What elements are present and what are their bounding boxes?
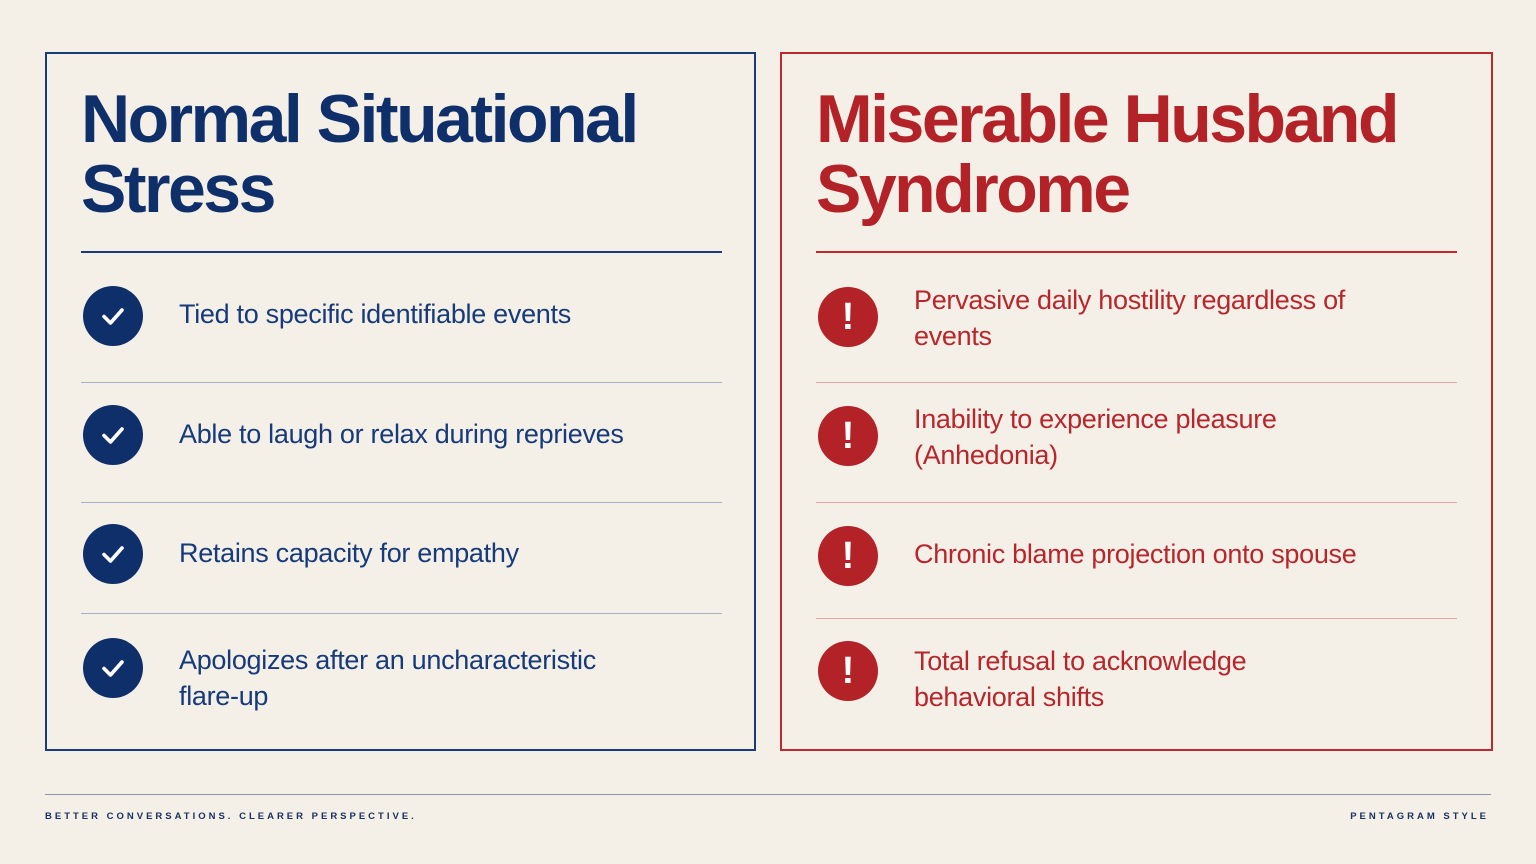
exclamation-icon: ! xyxy=(818,641,878,701)
list-item xyxy=(816,406,1457,486)
item-text: Chronic blame projection onto spouse xyxy=(914,539,1357,569)
item-divider xyxy=(81,502,722,503)
check-icon xyxy=(83,405,143,465)
item-text: Able to laugh or relax during reprieves xyxy=(179,419,624,449)
footer-tagline: BETTER CONVERSATIONS. CLEARER PERSPECTIVE. xyxy=(45,811,417,822)
item-text: Inability to experience pleasure (Anhedonia) xyxy=(914,404,1277,470)
list-item xyxy=(81,638,722,718)
footer-credit: PENTAGRAM STYLE xyxy=(1350,811,1489,822)
check-icon xyxy=(83,524,143,584)
list-item xyxy=(81,524,722,584)
item-text: Tied to specific identifiable events xyxy=(179,299,571,329)
item-text: Total refusal to acknowledge behavioral shifts xyxy=(914,646,1247,712)
title-divider xyxy=(816,251,1457,253)
miserable-husband-panel xyxy=(780,52,1493,751)
exclamation-icon: ! xyxy=(818,406,878,466)
item-divider xyxy=(816,618,1457,619)
item-divider xyxy=(816,382,1457,383)
item-divider xyxy=(816,502,1457,503)
list-item xyxy=(81,405,722,465)
list-item xyxy=(81,286,722,346)
exclamation-icon: ! xyxy=(818,287,878,347)
item-divider xyxy=(81,613,722,614)
list-item xyxy=(816,526,1457,586)
item-text: Retains capacity for empathy xyxy=(179,538,519,568)
panel-title: Miserable Husband Syndrome xyxy=(816,81,1397,227)
check-icon xyxy=(83,638,143,698)
exclamation-icon: ! xyxy=(818,526,878,586)
title-divider xyxy=(81,251,722,253)
footer-divider xyxy=(45,794,1491,795)
item-text: Apologizes after an uncharacteristic flare-up xyxy=(179,645,596,711)
item-divider xyxy=(81,382,722,383)
list-item xyxy=(816,287,1457,367)
panel-title: Normal Situational Stress xyxy=(81,81,637,227)
normal-stress-panel xyxy=(45,52,756,751)
item-text: Pervasive daily hostility regardless of events xyxy=(914,285,1345,351)
list-item xyxy=(816,641,1457,721)
check-icon xyxy=(83,286,143,346)
